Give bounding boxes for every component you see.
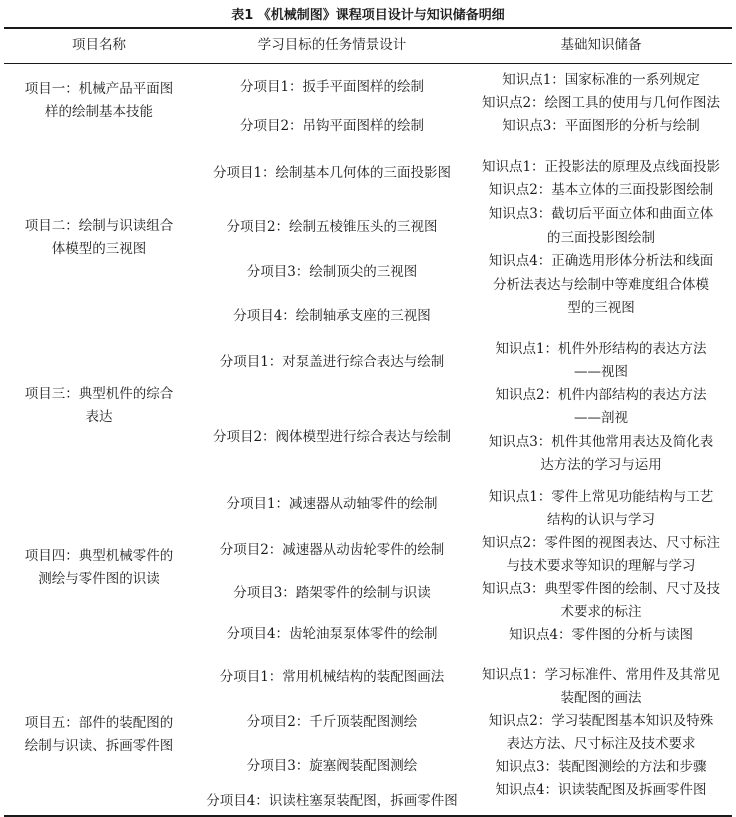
project-name-line: 项目一：机械产品平面图 bbox=[24, 81, 174, 97]
column-header-project-name: 项目名称 bbox=[72, 37, 126, 53]
knowledge-line: 知识点1：机件外形结构的表达方法 bbox=[495, 341, 707, 357]
project-name-2 bbox=[4, 215, 194, 261]
task-item: 分项目1：对泵盖进行综合表达与绘制 bbox=[219, 354, 445, 370]
knowledge-line: 知识点4：正确选用形体分析法和线面 bbox=[488, 253, 714, 269]
task-item: 分项目2：千斤顶装配图测绘 bbox=[246, 714, 418, 730]
knowledge-line: 知识点2：学习装配图基本知识及特殊 bbox=[488, 713, 714, 729]
knowledge-line: 知识点3：典型零件图的绘制、尺寸及技 bbox=[481, 581, 721, 597]
task-item: 分项目3：旋塞阀装配图测绘 bbox=[246, 758, 418, 774]
knowledge-line: 知识点2：机件内部结构的表达方法 bbox=[495, 387, 707, 403]
knowledge-line: 表达方法、尺寸标注及技术要求 bbox=[506, 736, 696, 752]
knowledge-line: 的三面投影图绘制 bbox=[547, 230, 655, 246]
project-name-line: 项目二：绘制与识读组合 bbox=[24, 218, 174, 234]
project-name-3 bbox=[4, 383, 194, 429]
knowledge-line: 知识点1：学习标准件、常用件及其常见 bbox=[481, 667, 721, 683]
task-item: 分项目1：常用机械结构的装配图画法 bbox=[219, 669, 445, 685]
knowledge-line: 知识点1：零件上常见功能结构与工艺 bbox=[488, 489, 714, 505]
knowledge-line: 知识点4：识读装配图及拆画零件图 bbox=[495, 782, 707, 798]
knowledge-line: 达方法的学习与运用 bbox=[540, 457, 662, 473]
task-item: 分项目3：踏架零件的绘制与识读 bbox=[233, 585, 431, 601]
knowledge-line: 知识点4：零件图的分析与读图 bbox=[508, 627, 694, 643]
task-item: 分项目2：吊钩平面图样的绘制 bbox=[239, 118, 425, 134]
knowledge-line: 知识点3：机件其他常用表达及简化表 bbox=[488, 434, 714, 450]
table-caption: 表1 《机械制图》课程项目设计与知识储备明细 bbox=[231, 8, 505, 23]
task-item: 分项目1：绘制基本几何体的三面投影图 bbox=[212, 165, 452, 181]
task-item: 分项目2：绘制五棱锥压头的三视图 bbox=[226, 219, 438, 235]
knowledge-line: 知识点3：截切后平面立体和曲面立体 bbox=[488, 206, 714, 222]
project-name-line: 项目三：典型机件的综合 bbox=[24, 386, 174, 402]
table-top-rule bbox=[4, 27, 732, 29]
knowledge-line: 知识点1：正投影法的原理及点线面投影 bbox=[481, 159, 721, 175]
column-header-task-design: 学习目标的任务情景设计 bbox=[257, 37, 407, 53]
knowledge-line: 知识点1：国家标准的一系列规定 bbox=[502, 72, 700, 88]
project-name-line: 项目四：典型机械零件的 bbox=[24, 548, 174, 564]
project-name-line: 样的绘制基本技能 bbox=[45, 104, 153, 120]
knowledge-line: 知识点3：装配图测绘的方法和步骤 bbox=[495, 759, 707, 775]
project-name-line: 表达 bbox=[85, 409, 113, 425]
project-name-line: 绘制与识读、拆画零件图 bbox=[24, 738, 174, 754]
task-item: 分项目2：阀体模型进行综合表达与绘制 bbox=[212, 429, 452, 445]
task-item: 分项目1：扳手平面图样的绘制 bbox=[239, 79, 425, 95]
knowledge-line: 与技术要求等知识的理解与学习 bbox=[506, 558, 696, 574]
project-name-line: 测绘与零件图的识读 bbox=[38, 571, 160, 587]
knowledge-line: ——视图 bbox=[574, 364, 628, 380]
project-name-4 bbox=[4, 545, 194, 591]
knowledge-line: 型的三视图 bbox=[567, 300, 635, 316]
task-item: 分项目4：识读柱塞泵装配图，拆画零件图 bbox=[206, 793, 458, 809]
knowledge-line: 知识点3：平面图形的分析与绘制 bbox=[502, 118, 700, 134]
task-item: 分项目1：减速器从动轴零件的绘制 bbox=[226, 496, 438, 512]
project-name-line: 项目五：部件的装配图的 bbox=[24, 715, 174, 731]
column-header-knowledge: 基础知识储备 bbox=[560, 37, 642, 53]
table-bottom-rule bbox=[4, 815, 732, 817]
table-header-rule bbox=[4, 63, 732, 64]
project-name-5 bbox=[4, 712, 194, 758]
knowledge-line: ——剖视 bbox=[574, 410, 628, 426]
knowledge-line: 分析法表达与绘制中等难度组合体模 bbox=[493, 277, 709, 293]
knowledge-line: 知识点2：绘图工具的使用与几何作图法 bbox=[481, 95, 721, 111]
project-name-line: 体模型的三视图 bbox=[51, 241, 147, 257]
knowledge-line: 装配图的画法 bbox=[560, 690, 642, 706]
task-item: 分项目4：齿轮油泵泵体零件的绘制 bbox=[226, 626, 438, 642]
project-name-1 bbox=[4, 78, 194, 124]
task-item: 分项目4：绘制轴承支座的三视图 bbox=[233, 308, 431, 324]
knowledge-line: 知识点2：零件图的视图表达、尺寸标注 bbox=[481, 535, 721, 551]
knowledge-line: 知识点2：基本立体的三面投影图绘制 bbox=[488, 182, 714, 198]
knowledge-line: 结构的认识与学习 bbox=[547, 512, 655, 528]
task-item: 分项目2：减速器从动齿轮零件的绘制 bbox=[219, 542, 445, 558]
task-item: 分项目3：绘制顶尖的三视图 bbox=[246, 264, 418, 280]
knowledge-line: 术要求的标注 bbox=[560, 604, 642, 620]
